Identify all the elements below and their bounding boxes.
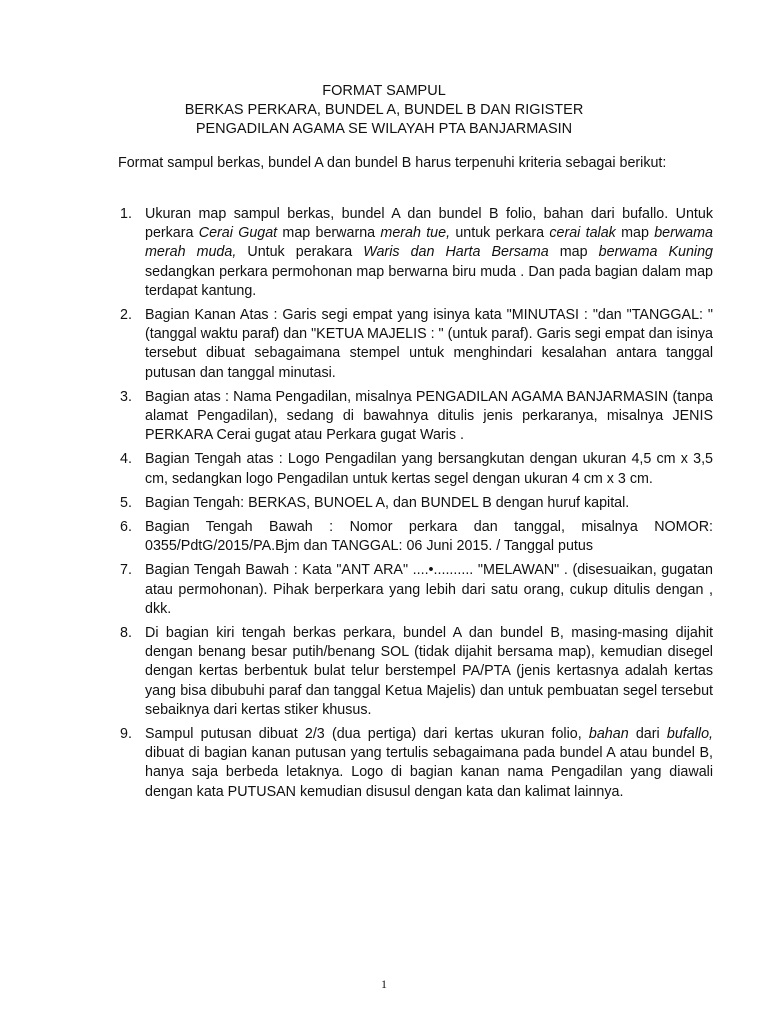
list-item <box>0 494 768 513</box>
page-number: 1 <box>381 977 387 991</box>
list-item-number: 8. <box>120 625 132 642</box>
list-item <box>0 205 768 301</box>
text-segment: dari <box>628 726 667 743</box>
list-item <box>0 624 768 720</box>
list-item <box>0 306 768 383</box>
italic-text: bahan <box>588 726 629 743</box>
list-item-number: 3. <box>120 388 132 405</box>
list-item-number: 6. <box>120 519 132 536</box>
text-segment: untuk perkara <box>450 225 550 242</box>
list-item-text <box>145 624 713 720</box>
text-segment: Bagian Tengah Bawah : Kata "ANT ARA" ....•.......... "MELAWAN" . (disesuaikan, gugatan atau permohonan). Pihak berperkara yang lebih dari satu orang, cukup ditulis dengan , dkk. <box>145 562 713 617</box>
text-segment: Untuk perakara <box>236 244 364 261</box>
list-item-number: 1. <box>120 206 132 222</box>
italic-text: merah tue, <box>380 225 451 242</box>
text-segment: sedangkan perkara permohonan map berwarna biru muda . Dan pada bagian dalam map terdapat kantung. <box>145 263 713 299</box>
text-segment: Ukuran map sampul berkas, bundel A dan bundel B folio, bahan dari bufallo. Untuk perkara <box>145 206 713 242</box>
list-item <box>0 561 768 619</box>
text-segment: Sampul putusan dibuat 2/3 (dua pertiga) dari kertas ukuran folio, <box>145 726 589 743</box>
title-line-3: PENGADILAN AGAMA SE WILAYAH PTA BANJARMASIN <box>195 121 573 137</box>
list-item-number: 7. <box>120 562 132 579</box>
text-segment: dibuat di bagian kanan putusan yang tertulis sebagaimana pada bundel A atau bundel B, hanya saja berbeda letaknya. Logo di bagian kanan nama Pengadilan yang diawali dengan kata PUTUSAN kemudian disusul dengan kata dan kalimat lainnya. <box>145 745 713 800</box>
italic-text: berwama merah muda, <box>145 225 713 261</box>
title-line-2: BERKAS PERKARA, BUNDEL A, BUNDEL B DAN RIGISTER <box>184 102 584 118</box>
list-item-text <box>145 205 713 301</box>
list-item-text <box>145 494 713 513</box>
list-item-text <box>145 561 713 619</box>
italic-text: bufallo, <box>666 726 713 743</box>
text-segment: map <box>615 225 655 242</box>
list-item <box>0 725 768 802</box>
list-item-number: 5. <box>120 494 132 511</box>
title-line-1: FORMAT SAMPUL <box>322 83 446 99</box>
text-segment: Bagian Kanan Atas : Garis segi empat yang isinya kata "MINUTASI : "dan "TANGGAL: "(tanggal waktu paraf) dan "KETUA MAJELIS : " (untuk paraf). Garis segi empat dan isinya tersebut dibuat sebagaimana stempel untuk menghindari kesalahan antara tanggal putusan dan tanggal minutasi. <box>145 307 713 381</box>
list-item-text <box>145 450 713 488</box>
text-segment: map berwarna <box>277 225 381 242</box>
list-item-number: 4. <box>120 451 132 468</box>
list-item-text <box>145 388 713 446</box>
list-item-number: 9. <box>120 726 132 743</box>
list-item <box>0 518 768 556</box>
list-item-text <box>145 725 713 802</box>
italic-text: berwama Kuning <box>598 244 713 261</box>
list-item-text <box>145 306 713 383</box>
intro-paragraph: Format sampul berkas, bundel A dan bundel B harus terpenuhi kriteria sebagai berikut: <box>118 155 667 171</box>
criteria-list <box>0 205 768 807</box>
text-segment: Bagian Tengah atas : Logo Pengadilan yang bersangkutan dengan ukuran 4,5 cm x 3,5 cm, sedangkan logo Pengadilan untuk kertas segel dengan ukuran 4 cm x 3 cm. <box>145 451 713 487</box>
text-segment: map <box>548 244 599 261</box>
text-segment: Bagian Tengah: BERKAS, BUNOEL A, dan BUNDEL B dengan huruf kapital. <box>145 494 630 511</box>
list-item <box>0 388 768 446</box>
italic-text: cerai talak <box>549 225 616 242</box>
list-item <box>0 450 768 488</box>
list-item-text <box>145 518 713 556</box>
text-segment: Di bagian kiri tengah berkas perkara, bundel A dan bundel B, masing-masing dijahit dengan benang besar putih/benang SOL (tidak dijahit bersama map), kemudian disegel dengan kertas berbentuk bulat telur berstempel PA/PTA (jenis kertasnya adalah kertas yang bisa dibubuhi paraf dan tanggal Ketua Majelis) dan untuk pembuatan segel tersebut sebaiknya dari kertas stiker khusus. <box>145 625 713 718</box>
text-segment: Bagian Tengah Bawah : Nomor perkara dan tanggal, misalnya NOMOR: 0355/PdtG/2015/PA.Bjm dan TANGGAL: 06 Juni 2015. / Tanggal putus <box>145 519 713 555</box>
list-item-number: 2. <box>120 307 132 324</box>
italic-text: Cerai Gugat <box>198 225 278 242</box>
italic-text: Waris dan Harta Bersama <box>363 244 549 261</box>
text-segment: Bagian atas : Nama Pengadilan, misalnya PENGADILAN AGAMA BANJARMASIN (tanpa alamat Pengadilan), sedang di bawahnya ditulis jenis perkaranya, misalnya JENIS PERKARA Cerai gugat atau Perkara gugat Waris . <box>145 388 713 444</box>
